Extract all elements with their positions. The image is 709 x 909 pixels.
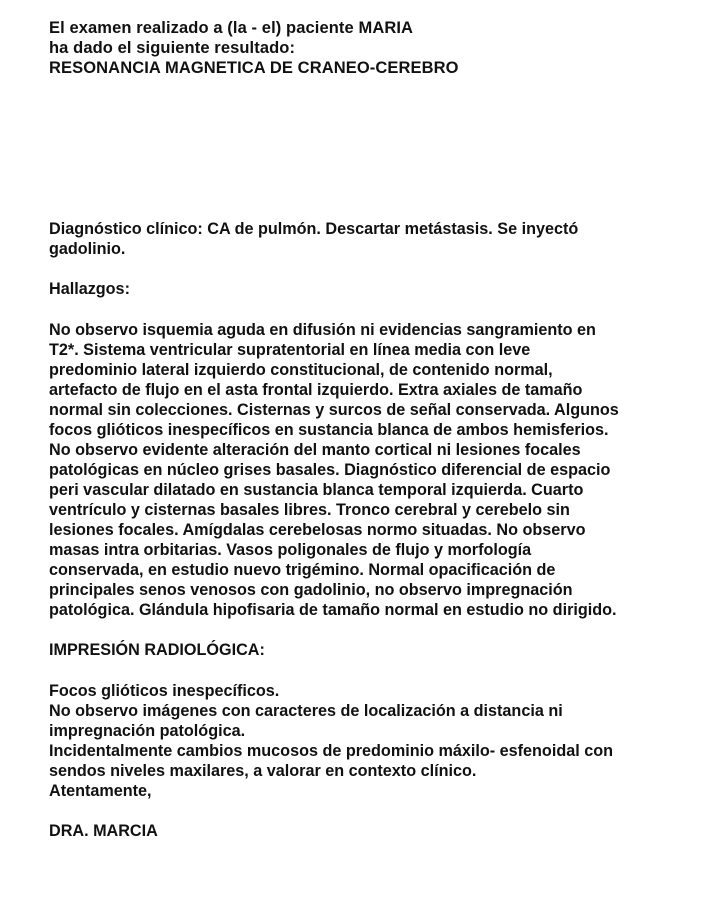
findings-line: T2*. Sistema ventricular supratentorial en línea media con leve	[49, 341, 531, 359]
impression-heading: IMPRESIÓN RADIOLÓGICA:	[49, 641, 265, 659]
impression-line: No observo imágenes con caracteres de localización a distancia ni	[49, 702, 563, 720]
impression-line: Focos glióticos inespecíficos.	[49, 682, 280, 700]
findings-line: peri vascular dilatado en sustancia blanca temporal izquierda. Cuarto	[49, 481, 584, 499]
signature-name: DRA. MARCIA	[49, 822, 158, 840]
findings-line: normal sin colecciones. Cisternas y surcos de señal conservada. Algunos	[49, 401, 619, 419]
findings-line: ventrículo y cisternas basales libres. Tronco cerebral y cerebelo sin	[49, 501, 570, 519]
closing-text: Atentamente,	[49, 782, 152, 800]
findings-line: predominio lateral izquierdo constitucional, de contenido normal,	[49, 361, 553, 379]
header-line-1: El examen realizado a (la - el) paciente MARIA	[49, 19, 414, 37]
impression-line: sendos niveles maxilares, a valorar en contexto clínico.	[49, 762, 477, 780]
impression-line: Incidentalmente cambios mucosos de predominio máxilo- esfenoidal con	[49, 742, 613, 760]
header-title: RESONANCIA MAGNETICA DE CRANEO-CEREBRO	[49, 59, 459, 77]
header-line-2: ha dado el siguiente resultado:	[49, 39, 296, 57]
findings-line: artefacto de flujo en el asta frontal izquierdo. Extra axiales de tamaño	[49, 381, 583, 399]
diagnosis-line-1: Diagnóstico clínico: CA de pulmón. Descartar metástasis. Se inyectó	[49, 220, 579, 238]
findings-line: masas intra orbitarias. Vasos poligonales de flujo y morfología	[49, 541, 532, 559]
findings-line: lesiones focales. Amígdalas cerebelosas normo situadas. No observo	[49, 521, 586, 539]
findings-line: conservada, en estudio nuevo trigémino. Normal opacificación de	[49, 561, 556, 579]
findings-line: focos glióticos inespecíficos en sustancia blanca de ambos hemisferios.	[49, 421, 609, 439]
findings-line: patológicas en núcleo grises basales. Diagnóstico diferencial de espacio	[49, 461, 611, 479]
findings-line: patológica. Glándula hipofisaria de tamaño normal en estudio no dirigido.	[49, 601, 617, 619]
findings-line: No observo isquemia aguda en difusión ni evidencias sangramiento en	[49, 321, 596, 339]
findings-line: principales senos venosos con gadolinio, no observo impregnación	[49, 581, 573, 599]
impression-line: impregnación patológica.	[49, 722, 246, 740]
findings-line: No observo evidente alteración del manto cortical ni lesiones focales	[49, 441, 581, 459]
findings-heading: Hallazgos:	[49, 280, 130, 298]
diagnosis-line-2: gadolinio.	[49, 240, 126, 258]
